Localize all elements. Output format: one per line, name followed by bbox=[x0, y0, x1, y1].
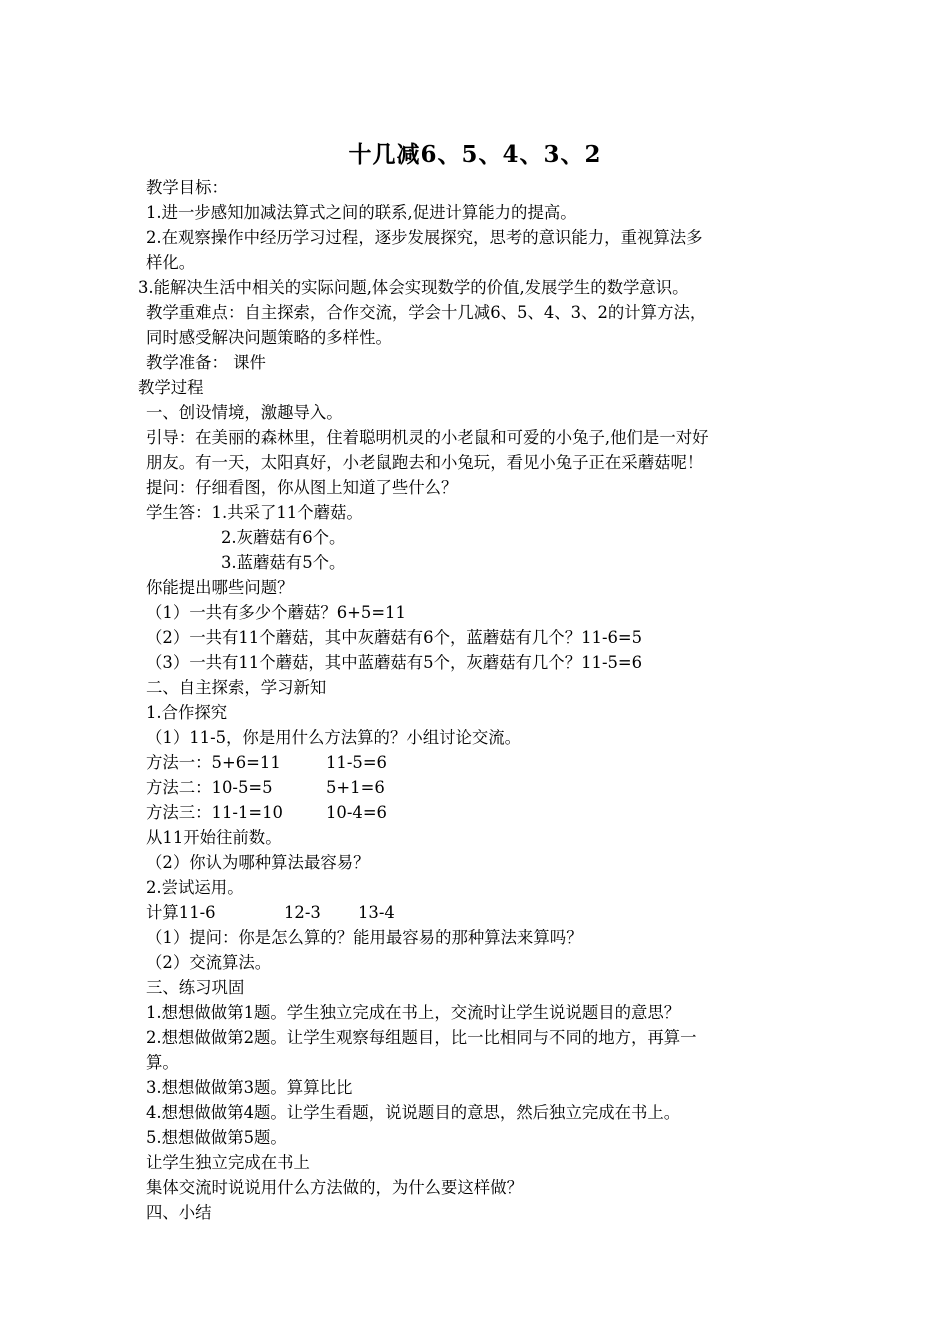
text-line: 算。 bbox=[146, 1053, 179, 1072]
text-line: 方法一：5+6=11 bbox=[146, 753, 281, 772]
text-line: 从11开始往前数。 bbox=[146, 828, 282, 847]
text-line: 教学重难点：自主探索，合作交流，学会十几减6、5、4、3、2的计算方法， bbox=[146, 303, 707, 322]
section-heading: 四、小结 bbox=[146, 1203, 212, 1222]
text-line: 13-4 bbox=[358, 903, 395, 922]
text-line: 样化。 bbox=[146, 253, 196, 272]
text-line: 方法三：11-1=10 bbox=[146, 803, 283, 822]
text-line: 3.蓝蘑菇有5个。 bbox=[221, 553, 346, 572]
text-line: 1.合作探究 bbox=[146, 703, 228, 722]
text-line: 引导：在美丽的森林里，住着聪明机灵的小老鼠和可爱的小兔子,他们是一对好 bbox=[146, 428, 709, 447]
text-line: 提问：仔细看图，你从图上知道了些什么？ bbox=[146, 478, 458, 497]
text-line: 10-4=6 bbox=[326, 803, 387, 822]
text-line: （3）一共有11个蘑菇，其中蓝蘑菇有5个，灰蘑菇有几个？11-5=6 bbox=[146, 653, 643, 672]
text-line: 朋友。有一天，太阳真好，小老鼠跑去和小兔玩，看见小兔子正在采蘑菇呢！ bbox=[146, 453, 704, 472]
text-line: 同时感受解决问题策略的多样性。 bbox=[146, 328, 392, 347]
text-line: 1.想想做做第1题。学生独立完成在书上，交流时让学生说说题目的意思？ bbox=[146, 1003, 681, 1022]
text-line: 5+1=6 bbox=[326, 778, 385, 797]
text-line: 让学生独立完成在书上 bbox=[146, 1153, 310, 1172]
text-line: （2）你认为哪种算法最容易？ bbox=[146, 853, 370, 872]
text-line: 方法二：10-5=5 bbox=[146, 778, 273, 797]
text-line: （2）一共有11个蘑菇，其中灰蘑菇有6个，蓝蘑菇有几个？11-6=5 bbox=[146, 628, 643, 647]
text-line: 1.进一步感知加减法算式之间的联系,促进计算能力的提高。 bbox=[146, 203, 577, 222]
text-line: （1）提问：你是怎么算的？能用最容易的那种算法来算吗？ bbox=[146, 928, 583, 947]
text-line: 11-5=6 bbox=[326, 753, 387, 772]
text-line: （1）一共有多少个蘑菇？6+5=11 bbox=[146, 603, 406, 622]
text-line: 集体交流时说说用什么方法做的，为什么要这样做？ bbox=[146, 1178, 523, 1197]
text-line: 5.想想做做第5题。 bbox=[146, 1128, 287, 1147]
text-line: （2）交流算法。 bbox=[146, 953, 272, 972]
section-heading: 二、自主探索，学习新知 bbox=[146, 678, 327, 697]
text-line: 12-3 bbox=[284, 903, 321, 922]
text-line: 4.想想做做第4题。让学生看题，说说题目的意思，然后独立完成在书上。 bbox=[146, 1103, 681, 1122]
document-title: 十几减6、5、4、3、2 bbox=[348, 141, 602, 168]
text-line: 2.想想做做第2题。让学生观察每组题目，比一比相同与不同的地方，再算一 bbox=[146, 1028, 697, 1047]
section-heading: 三、练习巩固 bbox=[146, 978, 245, 997]
text-line: 教学准备： 课件 bbox=[146, 353, 266, 372]
text-line: 你能提出哪些问题？ bbox=[146, 578, 294, 597]
text-line: 学生答：1.共采了11个蘑菇。 bbox=[146, 503, 363, 522]
section-heading: 教学过程 bbox=[138, 378, 204, 397]
text-line: 计算11-6 bbox=[146, 903, 216, 922]
text-line: （1）11-5，你是用什么方法算的？小组讨论交流。 bbox=[146, 728, 522, 747]
text-line: 3.想想做做第3题。算算比比 bbox=[146, 1078, 353, 1097]
text-line: 2.灰蘑菇有6个。 bbox=[221, 528, 346, 547]
text-line: 3.能解决生活中相关的实际问题,体会实现数学的价值,发展学生的数学意识。 bbox=[138, 278, 689, 297]
text-line: 2.在观察操作中经历学习过程，逐步发展探究，思考的意识能力，重视算法多 bbox=[146, 228, 703, 247]
text-line: 2.尝试运用。 bbox=[146, 878, 244, 897]
section-heading: 一、创设情境，激趣导入。 bbox=[146, 403, 343, 422]
text-line: 教学目标： bbox=[146, 178, 228, 197]
